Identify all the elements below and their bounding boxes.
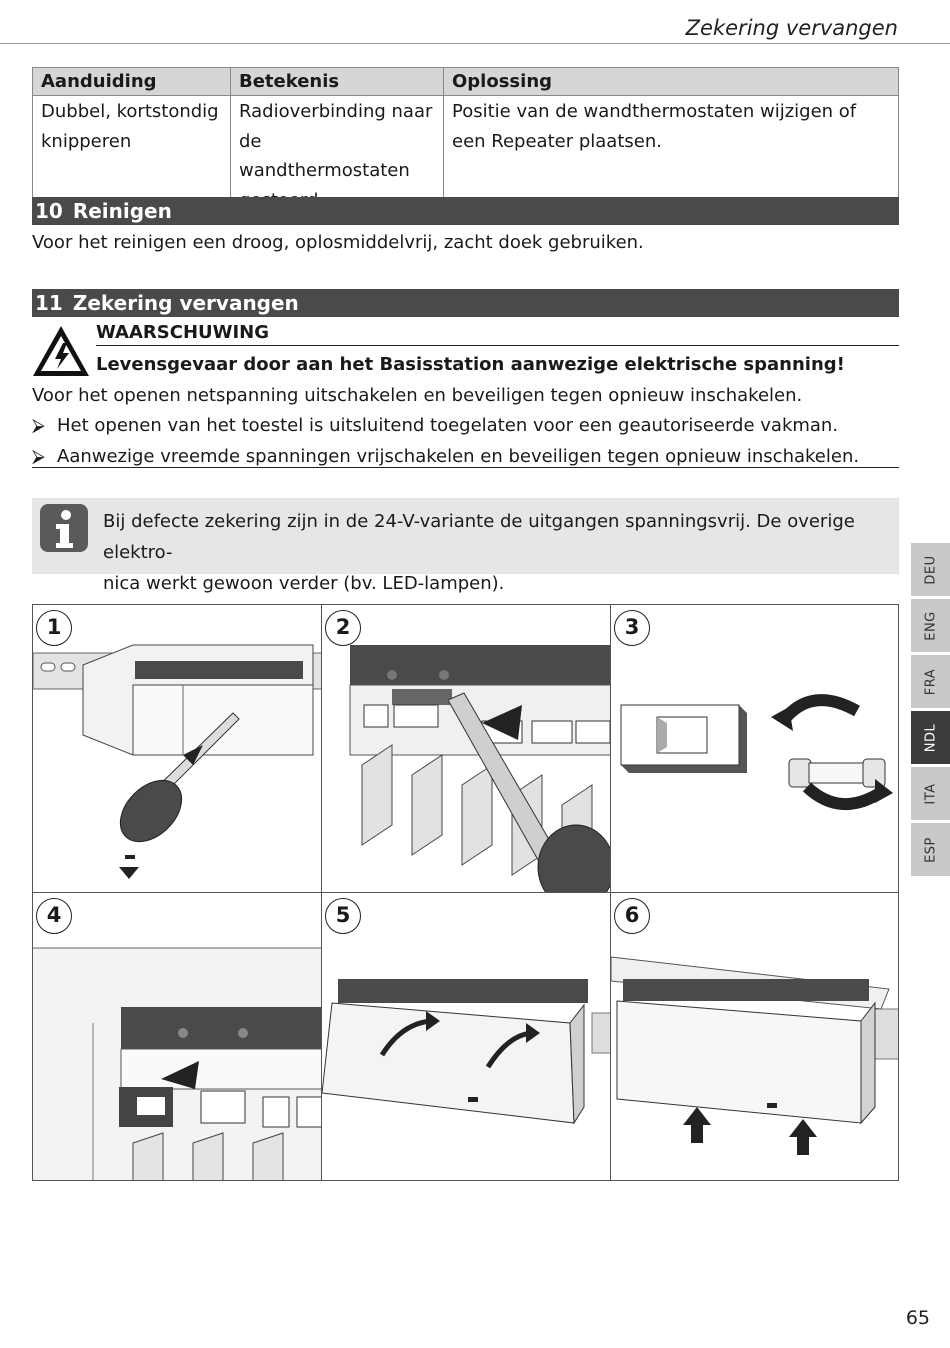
- info-text-line: Bij defecte zekering zijn in de 24-V-variante de uitgangen spanningsvrij. De overige elektro-: [103, 511, 855, 563]
- warning-label: WAARSCHUWING: [96, 322, 270, 343]
- language-tab-ndl[interactable]: NDL: [911, 711, 950, 764]
- bullet-arrow-icon: ⮚: [32, 415, 45, 436]
- step-6-illustration: [611, 893, 899, 1181]
- section-title: Zekering vervangen: [72, 291, 299, 315]
- language-tab-fra[interactable]: FRA: [911, 655, 950, 708]
- section-title: Reinigen: [72, 199, 172, 223]
- warning-end-rule: [32, 467, 899, 468]
- language-tab-ita[interactable]: ITA: [911, 767, 950, 820]
- high-voltage-warning-icon: [31, 324, 91, 378]
- language-tab-eng[interactable]: ENG: [911, 599, 950, 652]
- warning-rule: [96, 345, 899, 346]
- section-11-heading: [32, 289, 899, 317]
- table-header-cell: Aanduiding: [33, 68, 231, 96]
- info-text: [103, 506, 893, 599]
- step-number-badge: 1: [36, 610, 72, 646]
- bullet-text: Aanwezige vreemde spanningen vrijschakelen en beveiligen tegen opnieuw inschakelen.: [57, 446, 860, 467]
- step-4-illustration: [33, 893, 322, 1181]
- bullet-arrow-icon: ⮚: [32, 446, 45, 467]
- step-panel-2: [321, 604, 611, 893]
- section-number: 11: [35, 291, 63, 315]
- language-tab-deu[interactable]: DEU: [911, 543, 950, 596]
- section-11-intro: Voor het openen netspanning uitschakelen en beveiligen tegen opnieuw inschakelen.: [32, 385, 803, 406]
- bullet-item: [32, 414, 838, 438]
- error-table: [32, 67, 899, 217]
- warning-headline: Levensgevaar door aan het Basisstation aanwezige elektrische spanning!: [96, 354, 845, 375]
- step-number-badge: 6: [614, 898, 650, 934]
- step-panel-6: [610, 892, 899, 1181]
- table-header-cell: Oplossing: [444, 68, 899, 96]
- step-number-badge: 3: [614, 610, 650, 646]
- section-number: 10: [35, 199, 63, 223]
- step-5-illustration: [322, 893, 611, 1181]
- table-cell: Dubbel, kortstondig knipperen: [33, 96, 231, 217]
- page-number: 65: [905, 1307, 930, 1329]
- bullet-item: [32, 445, 859, 469]
- step-2-illustration: [322, 605, 611, 893]
- table-header-cell: Betekenis: [231, 68, 444, 96]
- step-panel-4: [32, 892, 322, 1181]
- step-panel-1: [32, 604, 322, 893]
- bullet-text: Het openen van het toestel is uitsluitend toegelaten voor een geautoriseerde vakman.: [57, 415, 839, 436]
- fuse-replacement-figure: [32, 604, 899, 1181]
- step-panel-3: [610, 604, 899, 893]
- info-icon: [39, 503, 89, 553]
- header-rule: [0, 43, 950, 44]
- step-1-illustration: [33, 605, 322, 893]
- step-panel-5: [321, 892, 611, 1181]
- table-header-row: [33, 68, 899, 96]
- table-cell: Positie van de wandthermostaten wijzigen of een Repeater plaatsen.: [444, 96, 899, 217]
- table-cell: Radioverbinding naar de wandthermostaten: [231, 96, 444, 217]
- section-10-text: Voor het reinigen een droog, oplosmiddelvrij, zacht doek gebruiken.: [32, 232, 644, 253]
- step-number-badge: 5: [325, 898, 361, 934]
- page-header-title: Zekering vervangen: [685, 16, 898, 40]
- step-3-illustration: [611, 605, 899, 893]
- step-number-badge: 4: [36, 898, 72, 934]
- language-tab-esp[interactable]: ESP: [911, 823, 950, 876]
- section-10-heading: [32, 197, 899, 225]
- step-number-badge: 2: [325, 610, 361, 646]
- info-text-line: nica werkt gewoon verder (bv. LED-lampen).: [103, 573, 505, 594]
